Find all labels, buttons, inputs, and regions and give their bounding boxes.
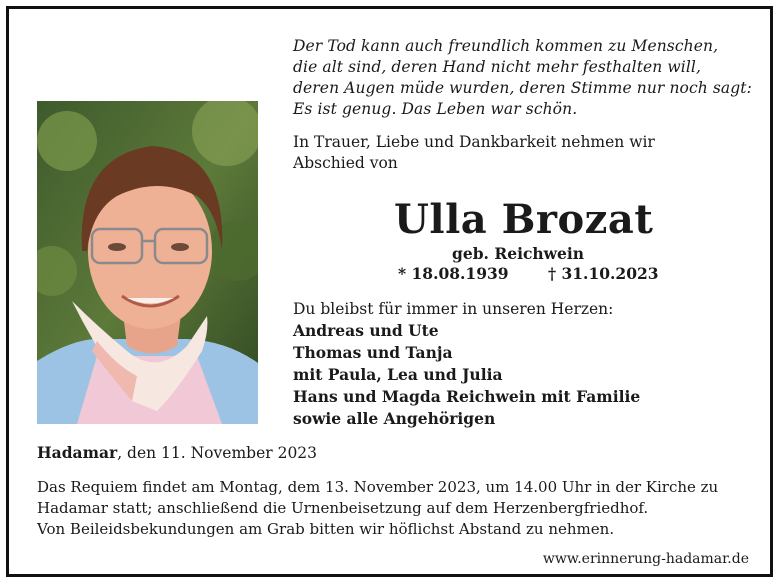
notice-line: Von Beileidsbekundungen am Grab bitten wir höflichst Abstand zu nehmen. [37,520,615,538]
website-link[interactable]: www.erinnerung-hadamar.de [542,551,749,567]
deceased-name: Ulla Brozat [394,196,654,243]
intro-text: In Trauer, Liebe und Dankbarkeit nehmen wir Abschied von [293,133,655,172]
born-name: geb. Reichwein [452,244,585,263]
notice-line: Hadamar statt; anschließend die Urnenbeisetzung auf dem Herzenbergfriedhof. [37,499,649,517]
poem-line: Der Tod kann auch freundlich kommen zu Menschen, [293,37,719,55]
mourners-lead: Du bleibst für immer in unseren Herzen: [293,300,614,318]
death-date: † 31.10.2023 [547,264,659,283]
mourners [293,298,640,430]
poem-line: Es ist genug. Das Leben war schön. [293,100,578,118]
poem-line: deren Augen müde wurden, deren Stimme nur noch sagt: [293,79,752,97]
mourner-name: Thomas und Tanja [293,343,453,362]
birth-date: * 18.08.1939 [398,264,509,283]
notice-line: Das Requiem findet am Montag, dem 13. November 2023, um 14.00 Uhr in der Kirche zu [37,478,719,496]
portrait-photo [37,101,258,424]
mourner-name: mit Paula, Lea und Julia [293,365,503,384]
poem-line: die alt sind, deren Hand nicht mehr festhalten will, [293,58,701,76]
life-dates [398,264,659,283]
place-date [37,443,317,462]
notice-date: , den 11. November 2023 [117,444,318,462]
service-notice [37,477,757,540]
mourner-name: Hans und Magda Reichwein mit Familie [293,387,641,406]
mourner-name: Andreas und Ute [293,321,439,340]
town: Hadamar [37,443,118,462]
poem [293,36,752,120]
mourner-name: sowie alle Angehörigen [293,409,496,428]
